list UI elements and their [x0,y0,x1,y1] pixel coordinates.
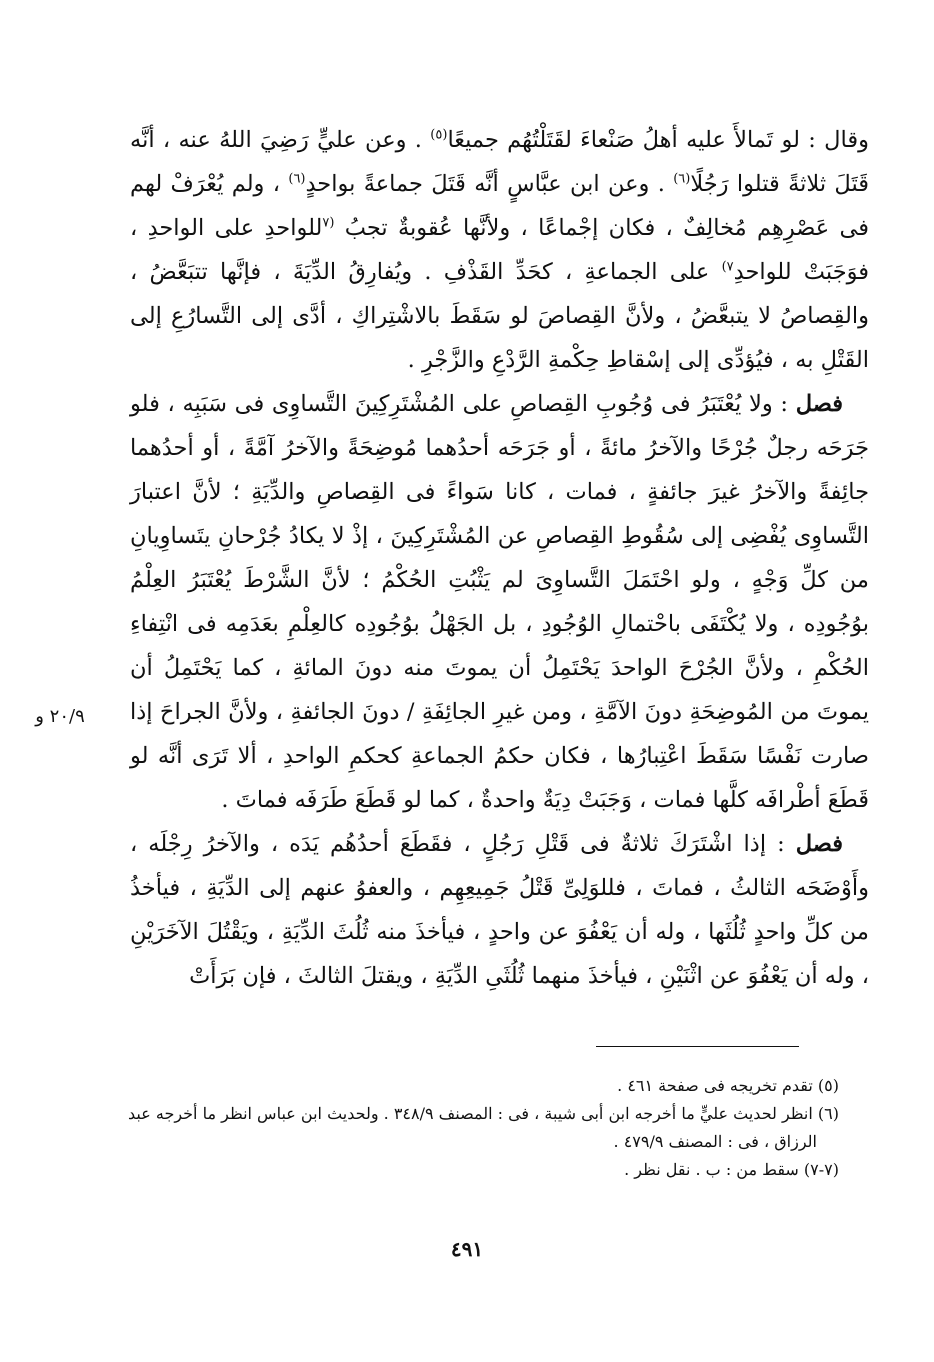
footnote-6-continued: الرزاق ، فى : المصنف ٤٧٩/٩ . [613,1132,817,1151]
main-text [130,118,869,998]
footnote-7: (٧-٧) سقط من : ب . نقل نظر . [624,1160,839,1179]
text-run: للواحدِ على الواحدِ ، فوَجَبَتْ للواحدِ [130,215,869,285]
footnotes [128,1072,839,1184]
paragraph-2 [130,382,869,822]
footnote-ref-7-close: ٧) [721,259,734,275]
paragraph-3 [130,822,869,998]
text-run: ، ولم يُعْرَفْ لهم فى عَصْرِهِم مُخالِفٌ ، فكان إجْماعًا ، ولأنَّها عُقوبةٌ تجبُ [130,171,869,241]
footnote-ref-6: (٦) [673,171,691,187]
text-run: على الجماعةِ ، كحَدِّ القَذْفِ . ويُفارِقُ الدِّيَةَ ، فإنَّها تتبَعَّضُ ، والقِصاصُ لا يتبعَّضُ ، ولأنَّ القِصاصَ لو سَقَطَ بالاشْتِراكِ ، أدَّى إلى التَّسارُعِ إلى القَتْلِ به ، فيُؤدِّى إلى إسْقاطِ حِكْمةِ الرَّدْعِ والزَّجْرِ . [130,259,869,373]
page-number: ٤٩١ [450,1237,484,1261]
section-heading: فصل [795,831,843,857]
text-run: : إذا اشْتَرَكَ ثلاثةٌ فى قَتْلِ رَجُلٍ ، فقَطَعَ أحدُهُم يَدَه ، والآخرُ رِجْلَه ، وأَوْضَحَه الثالثُ ، فماتَ ، فللوَلِىِّ قَتْلُ جَمِيعِهِم ، والعفوُ عنهم إلى الدِّيَةِ ، فيأخذُ من كلِّ واحدٍ ثُلُثَها ، وله أن يَعْفُوَ عن واحدٍ ، فيأخذَ منه ثُلُثَ الدِّيَةِ ، ويَقْتُلَ الآخَرَيْنِ ، وله أن يَعْفُوَ عن اثْنَيْنِ ، فيأخذَ منهما ثُلُثَىِ الدِّيَةِ ، ويقتلَ الثالثَ ، فإن بَرَأَتْ [130,831,869,989]
text-run: : ولا يُعْتَبَرُ فى وُجُوبِ القِصاصِ على المُشْتَرِكِينَ التَّساوِى فى سَبَبِه ، فلو جَرَحَه رجلٌ جُرْحًا والآخرُ مائةً ، أو جَرَحَه أحدُهما مُوضِحَةً والآخرُ آمَّةً ، أو أحدُهما جائِفةً والآخرُ غيرَ جائفةٍ ، فمات ، كانا سَواءً فى القِصاصِ والدِّيَةِ ؛ لأنَّ اعتبارَ التَّساوِى يُفْضِى إلى سُقُوطِ القِصاصِ عن المُشْتَرِكِينَ ، إذْ لا يكادُ جُرْحانِ يتَساوِيانِ من كلِّ وَجْهٍ ، ولو احْتَمَلَ التَّساوِىَ لم يَثْبُتِ الحُكْمُ ؛ لأنَّ الشَّرْطَ يُعْتَبَرُ العِلْمُ بوُجُودِه ، ولا يُكْتَفَى باحْتمالِ الوُجُودِ ، بل الجَهْلُ بوُجُودِه كالعِلْمِ بعَدَمِه فى انْتِفاءِ الحُكْمِ ، ولأنَّ الجُرْحَ الواحدَ يَحْتَمِلُ أن يموتَ منه دونَ المائةِ ، كما يَحْتَمِلُ أن يموتَ من المُوضِحَةِ دونَ الآمَّةِ ، ومن غيرِ الجائِفَةِ / دونَ الجائفةِ ، ولأنَّ الجراحَ إذا صارت نَفْسًا سَقَطَ اعْتِبارُها ، فكان حكمُ الجماعةِ كحكمِ الواحدِ ، ألا تَرَى أنَّه لو قَطَعَ أطْرافَه كلَّها فمات ، وَجَبَتْ دِيَةٌ واحدةٌ ، كما لو قَطَعَ طَرَفَه فماتَ . [130,391,869,813]
footnote-ref-5: (٥) [430,127,448,143]
footnote-ref-6: (٦) [288,171,306,187]
footnote-ref-7-open: (٧ [322,215,335,231]
text-run: . وعن ابن عبَّاسٍ أنَّه قَتَلَ جماعةً بواحدٍ [305,171,674,197]
margin-folio-note: ٢٠/٩ و [35,706,85,727]
text-run: وقال : لو تَمالأَ عليه أهلُ صَنْعاءَ لقَتَلْتُهُم جميعًا [447,127,870,153]
section-heading: فصل [795,391,843,417]
footnote-6: (٦) انظر لحديث عليٍّ ما أخرجه ابن أبى شيبة ، فى : المصنف ٣٤٨/٩ . ولحديث ابن عباس انظر ما أخرجه عبد [128,1104,839,1123]
text-run: . وعن عليٍّ رَضِيَ اللهُ عنه ، أنَّه قَتَلَ ثلاثةً قتلوا رَجُلًا [130,127,870,197]
paragraph-1 [130,118,869,382]
footnote-divider [596,1046,799,1047]
footnote-5: (٥) تقدم تخريجه فى صفحة ٤٦١ . [617,1076,839,1095]
